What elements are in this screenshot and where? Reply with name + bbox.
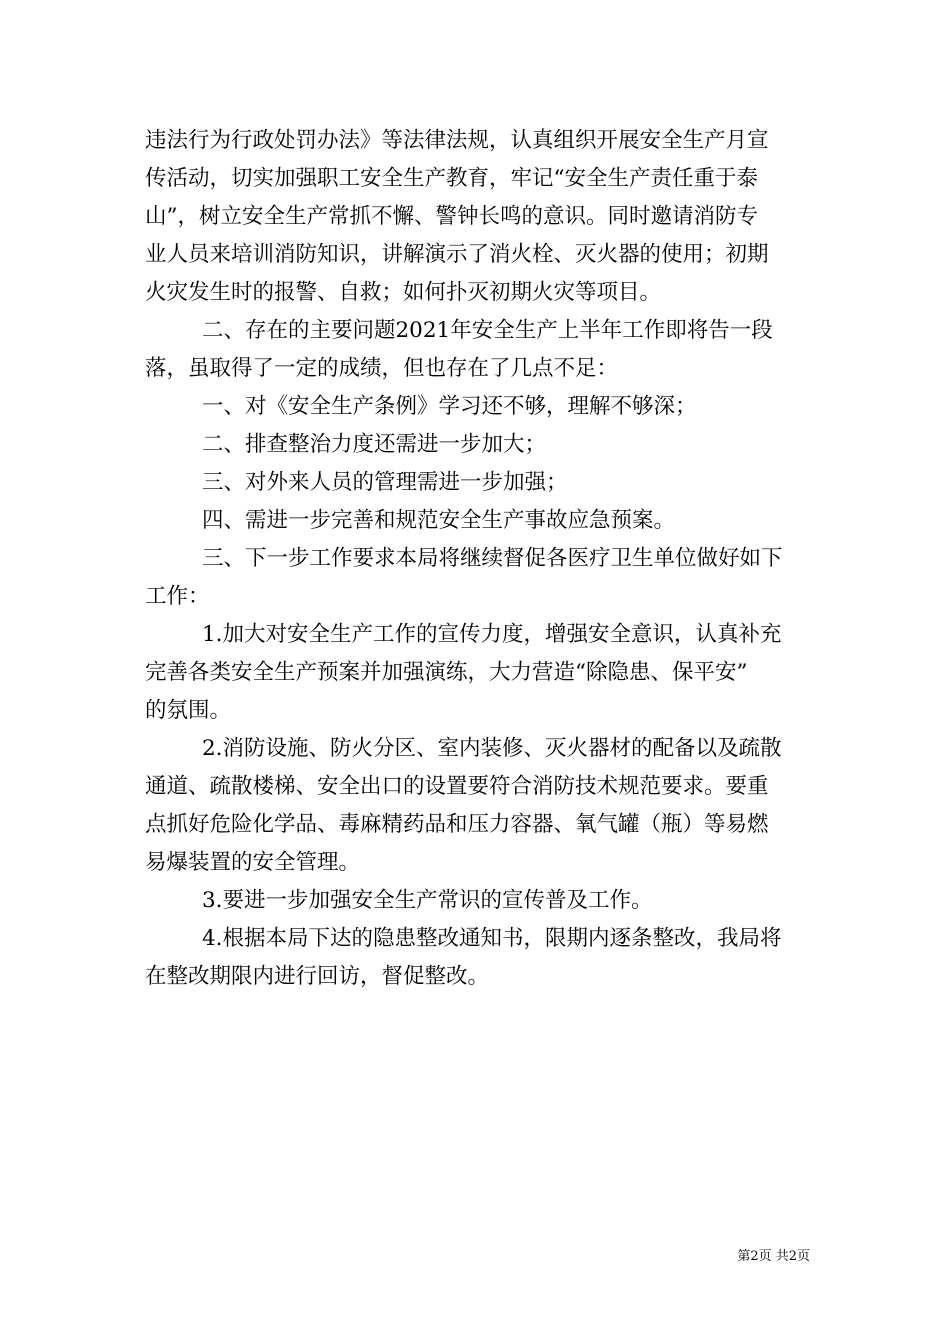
text-line: 通道、疏散楼梯、安全出口的设置要符合消防技术规范要求。要重 [145,774,769,799]
text-line: 违法行为行政处罚办法》等法律法规，认真组织开展安全生产月宣 [145,128,769,153]
text-line: 业人员来培训消防知识，讲解演示了消火栓、灭火器的使用；初期 [145,242,769,267]
list-item: 3.要进一步加强安全生产常识的宣传普及工作。 [202,888,653,913]
text-line: 的氛围。 [145,698,232,723]
text-line: 火灾发生时的报警、自救；如何扑灭初期火灾等项目。 [145,280,662,305]
list-item: 二、排查整治力度还需进一步加大； [202,432,547,457]
section-heading: 二、存在的主要问题2021年安全生产上半年工作即将告一段 [202,318,773,343]
text-line: 落，虽取得了一定的成绩，但也存在了几点不足： [145,356,619,381]
text-line: 完善各类安全生产预案并加强演练，大力营造“除隐患、保平安” [145,660,748,685]
page-number: 第2页 共2页 [737,1249,810,1264]
text-line: 在整改期限内进行回访，督促整改。 [145,964,490,989]
text-line: 点抓好危险化学品、毒麻精药品和压力容器、氧气罐（瓶）等易燃 [145,812,769,837]
text-line: 山”，树立安全生产常抓不懈、警钟长鸣的意识。同时邀请消防专 [145,204,758,229]
text-line: 易爆装置的安全管理。 [145,850,361,875]
section-heading: 三、下一步工作要求本局将继续督促各医疗卫生单位做好如下 [202,546,783,571]
list-item: 四、需进一步完善和规范安全生产事故应急预案。 [202,508,676,533]
list-item: 一、对《安全生产条例》学习还不够，理解不够深； [202,394,697,419]
list-item: 三、对外来人员的管理需进一步加强； [202,470,568,495]
list-item: 4.根据本局下达的隐患整改通知书，限期内逐条整改，我局将 [202,926,782,951]
text-line: 工作： [145,584,210,609]
text-line: 传活动，切实加强职工安全生产教育，牢记“安全生产责任重于泰 [145,166,758,191]
list-item: 2.消防设施、防火分区、室内装修、灭火器材的配备以及疏散 [202,736,782,761]
list-item: 1.加大对安全生产工作的宣传力度，增强安全意识，认真补充 [202,622,782,647]
